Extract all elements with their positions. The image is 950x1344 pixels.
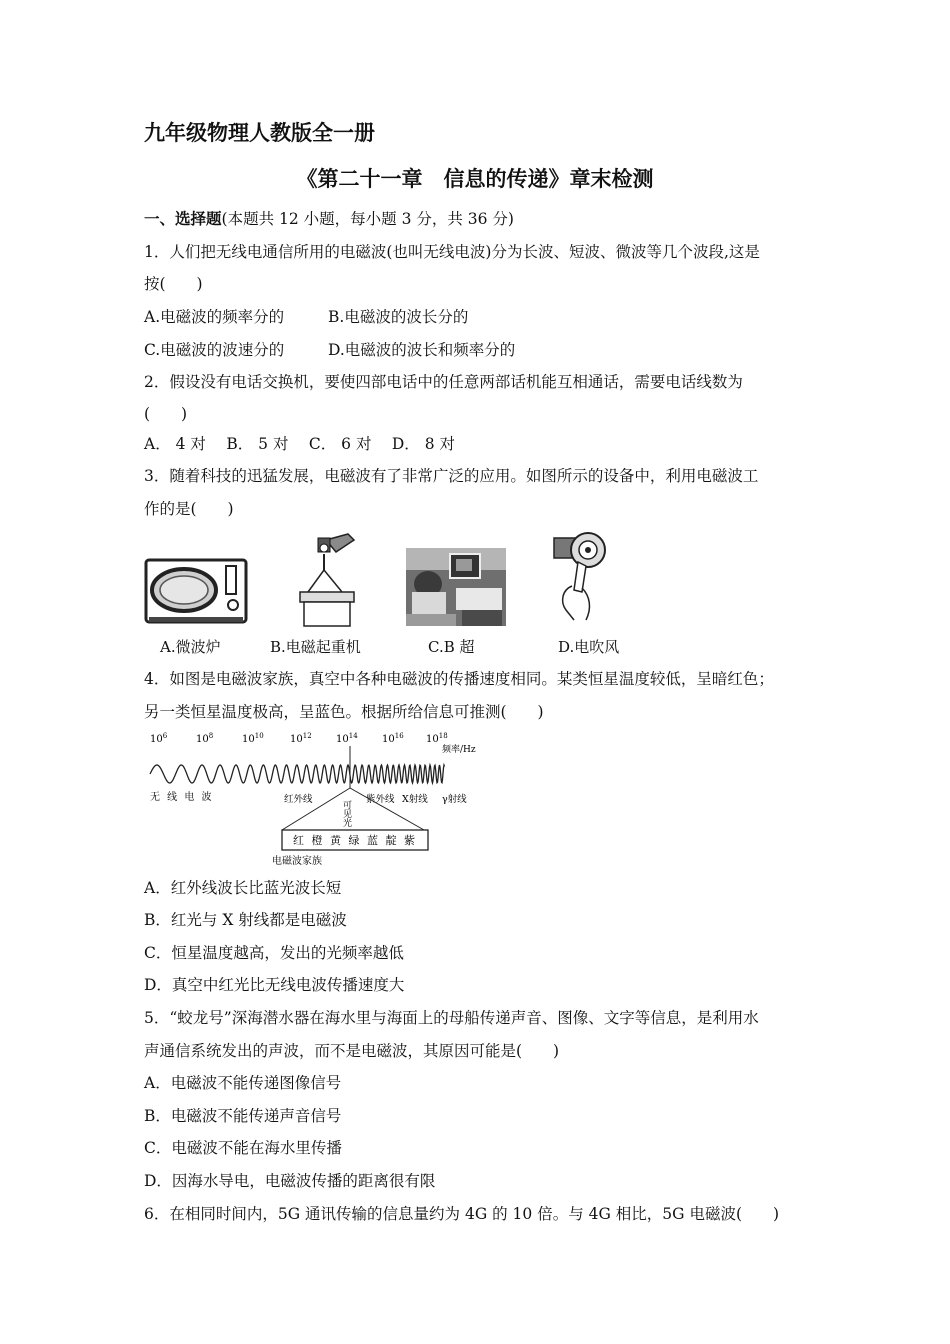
q4-option-c: C．恒星温度越高，发出的光频率越低 — [144, 944, 404, 962]
label-xray: X射线 — [402, 794, 428, 805]
q4-stem-line1: 4．如图是电磁波家族，真空中各种电磁波的传播速度相同。某类恒星温度较低，呈暗红色； — [144, 670, 774, 688]
page-title: 《第二十一章 信息的传递》章末检测 — [296, 166, 654, 191]
label-ultraviolet: 紫外线 — [366, 794, 395, 805]
q4-option-b: B．红光与 X 射线都是电磁波 — [144, 911, 347, 929]
q2-options: A． 4 对 B． 5 对 C． 6 对 D． 8 对 — [144, 435, 456, 453]
q6-stem-line1: 6．在相同时间内，5G 通讯传输的信息量约为 4G 的 10 倍。与 4G 相比，5G 电磁波( ) — [144, 1205, 780, 1223]
label-family: 电磁波家族 — [272, 856, 322, 867]
freq-tick-18: $10^{18}$ — [426, 732, 448, 745]
freq-tick-10: $10^{10}$ — [242, 732, 264, 745]
q1-option-a: A.电磁波的频率分的 — [144, 308, 285, 326]
q3-caption-d: D.电吹风 — [558, 638, 620, 656]
freq-tick-14: $10^{14}$ — [336, 732, 358, 745]
q1-stem-line2: 按( ) — [144, 275, 203, 293]
q5-option-b: B．电磁波不能传递声音信号 — [144, 1107, 342, 1125]
em-spectrum-diagram — [144, 728, 489, 868]
freq-tick-6: $10^6$ — [150, 732, 168, 745]
q1-stem-line1: 1．人们把无线电通信所用的电磁波(也叫无线电波)分为长波、短波、微波等几个波段,这是 — [144, 243, 760, 261]
freq-tick-12: $10^{12}$ — [290, 732, 312, 745]
q1-option-b: B.电磁波的波长分的 — [328, 308, 469, 326]
q4-option-d: D．真空中红光比无线电波传播速度大 — [144, 976, 405, 994]
q2-stem-line2: ( ) — [144, 405, 188, 423]
label-gamma: γ射线 — [442, 794, 467, 805]
q5-stem-line1: 5．“蛟龙号”深海潜水器在海水里与海面上的母船传递声音、图像、文字等信息，是利用水 — [144, 1009, 759, 1027]
freq-tick-8: $10^8$ — [196, 732, 214, 745]
frequency-ticks — [150, 732, 448, 745]
q3-stem-line2: 作的是( ) — [144, 500, 234, 518]
q5-option-c: C．电磁波不能在海水里传播 — [144, 1139, 342, 1157]
q4-stem-line2: 另一类恒星温度极高，呈蓝色。根据所给信息可推测( ) — [144, 703, 544, 721]
label-radio: 无 线 电 波 — [150, 792, 214, 803]
section-heading — [144, 209, 514, 229]
freq-tick-16: $10^{16}$ — [382, 732, 404, 745]
q3-stem-line1: 3．随着科技的迅猛发展，电磁波有了非常广泛的应用。如图所示的设备中，利用电磁波工 — [144, 467, 759, 485]
subtitle: 九年级物理人教版全一册 — [144, 120, 375, 145]
q3-caption-a: A.微波炉 — [160, 638, 221, 656]
label-colors: 红 橙 黄 绿 蓝 靛 紫 — [293, 834, 417, 847]
microwave-oven-image — [144, 558, 248, 624]
q2-stem-line1: 2．假设没有电话交换机，要使四部电话中的任意两部话机能互相通话，需要电话线数为 — [144, 373, 743, 391]
label-visible: 可见光 — [341, 800, 351, 827]
q5-option-d: D．因海水导电，电磁波传播的距离很有限 — [144, 1172, 436, 1190]
q5-option-a: A．电磁波不能传递图像信号 — [144, 1074, 342, 1092]
hair-dryer-image — [552, 530, 612, 622]
freq-axis-unit: 频率/Hz — [442, 745, 476, 755]
q5-stem-line2: 声通信系统发出的声波，而不是电磁波，其原因可能是( ) — [144, 1042, 560, 1060]
section-note: (本题共 12 小题，每小题 3 分，共 36 分) — [221, 210, 514, 228]
q4-option-a: A．红外线波长比蓝光波长短 — [144, 879, 342, 897]
q3-caption-c: C.B 超 — [428, 638, 475, 656]
label-infrared: 红外线 — [284, 794, 313, 805]
q1-option-d: D.电磁波的波长和频率分的 — [328, 341, 516, 359]
section-label: 一、选择题 — [144, 209, 222, 228]
q3-caption-b: B.电磁起重机 — [270, 638, 361, 656]
wave-line — [150, 765, 445, 783]
q1-option-c: C.电磁波的波速分的 — [144, 341, 285, 359]
b-ultrasound-photo — [406, 548, 506, 626]
electromagnetic-crane-image — [296, 530, 358, 628]
